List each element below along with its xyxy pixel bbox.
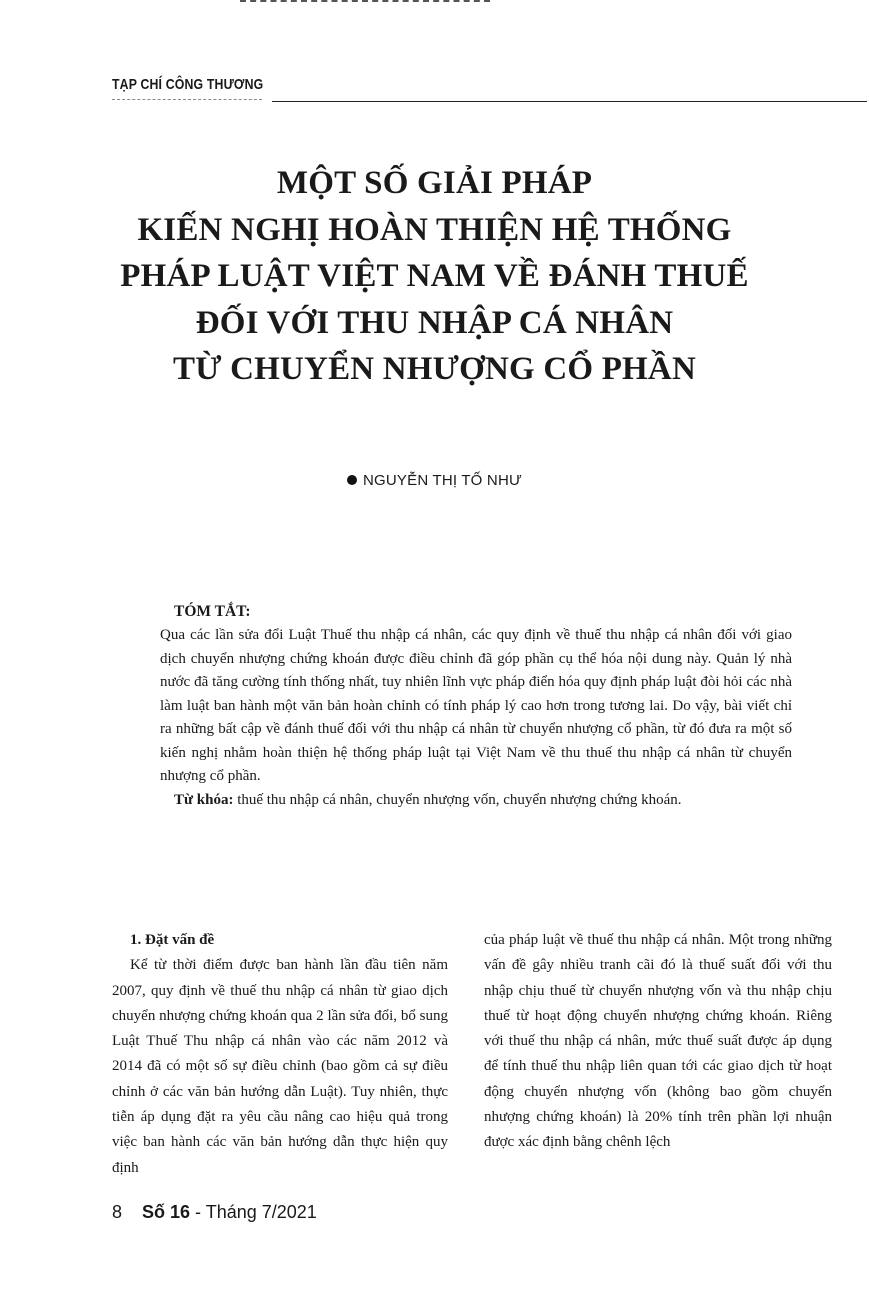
journal-name: TẠP CHÍ CÔNG THƯƠNG	[112, 76, 264, 93]
title-line: ĐỐI VỚI THU NHẬP CÁ NHÂN	[195, 304, 674, 341]
bullet-icon	[347, 475, 357, 485]
header-dashed-rule	[112, 99, 262, 100]
abstract	[160, 600, 792, 812]
title-line: PHÁP LUẬT VIỆT NAM VỀ ĐÁNH THUẾ	[120, 258, 749, 294]
abstract-heading: TÓM TẮT:	[174, 603, 251, 620]
author-name: NGUYỄN THỊ TỐ NHƯ	[362, 472, 522, 489]
body-column-right	[484, 928, 832, 1156]
top-scan-marks	[240, 0, 490, 5]
issue-date: - Tháng 7/2021	[190, 1202, 317, 1222]
section-heading: 1. Đặt vấn đề	[130, 932, 215, 948]
keywords	[174, 789, 792, 813]
body-column-left	[112, 928, 448, 1181]
title-line: KIẾN NGHỊ HOÀN THIỆN HỆ THỐNG	[137, 211, 732, 248]
author-byline	[0, 472, 869, 489]
body-paragraph: của pháp luật về thuế thu nhập cá nhân. Một trong những vấn đề gây nhiều tranh cãi đó là thuế suất đối với thu nhập chịu thuế từ chuyển nhượng vốn và thu nhập chịu thuế từ hoạt động chuyển nhượng chứng khoán. Riêng với thuế thu nhập cá nhân, mức thuế suất được áp dụng để tính thuế thu nhập liên quan tới các giao dịch từ hoạt động chuyển nhượng vốn (không bao gồm chuyển nhượng chứng khoán) là 20% tính trên phần lợi nhuận được xác định bằng chênh lệch	[484, 932, 832, 1151]
keywords-list: thuế thu nhập cá nhân, chuyển nhượng vốn, chuyển nhượng chứng khoán.	[233, 791, 682, 808]
article-title	[0, 160, 869, 393]
issue-label: Số 16	[142, 1202, 191, 1222]
page-number: 8	[112, 1202, 123, 1222]
journal-header	[112, 76, 869, 104]
title-line: MỘT SỐ GIẢI PHÁP	[276, 165, 593, 201]
body-paragraph: Kể từ thời điểm được ban hành lần đầu tiên năm 2007, quy định về thuế thu nhập cá nhân từ giao dịch chuyển nhượng chứng khoán qua 2 lần sửa đổi, bổ sung Luật Thuế Thu nhập cá nhân vào các năm 2012 và 2014 đã có một số sự điều chỉnh (bao gồm cả sự điều chỉnh ở các văn bản hướng dẫn Luật). Tuy nhiên, thực tiễn áp dụng đặt ra yêu cầu nâng cao hiệu quả trong việc ban hành các văn bản hướng dẫn thực hiện quy định	[112, 957, 448, 1176]
keywords-label: Từ khóa:	[174, 791, 234, 808]
abstract-body: Qua các lần sửa đổi Luật Thuế thu nhập cá nhân, các quy định về thuế thu nhập cá nhân đối với giao dịch chuyển nhượng chứng khoán được điều chỉnh đã góp phần cụ thể hóa nội dung này. Quản lý nhà nước đã tăng cường tính thống nhất, tuy nhiên lĩnh vực pháp điển hóa quy định pháp luật đòi hỏi các nhà làm luật ban hành một văn bản hoàn chỉnh có tính pháp lý cao hơn trong tương lai. Do vậy, bài viết chỉ ra những bất cập về đánh thuế đối với thu nhập cá nhân từ chuyển nhượng cổ phần, từ đó đưa ra một số kiến nghị nhằm hoàn thiện hệ thống pháp luật tại Việt Nam về thu thuế thu nhập cá nhân từ chuyển nhượng cổ phần.	[160, 627, 792, 784]
title-line: TỪ CHUYỂN NHƯỢNG CỔ PHẦN	[172, 351, 696, 387]
header-rule	[272, 101, 867, 102]
page-footer	[112, 1202, 317, 1223]
